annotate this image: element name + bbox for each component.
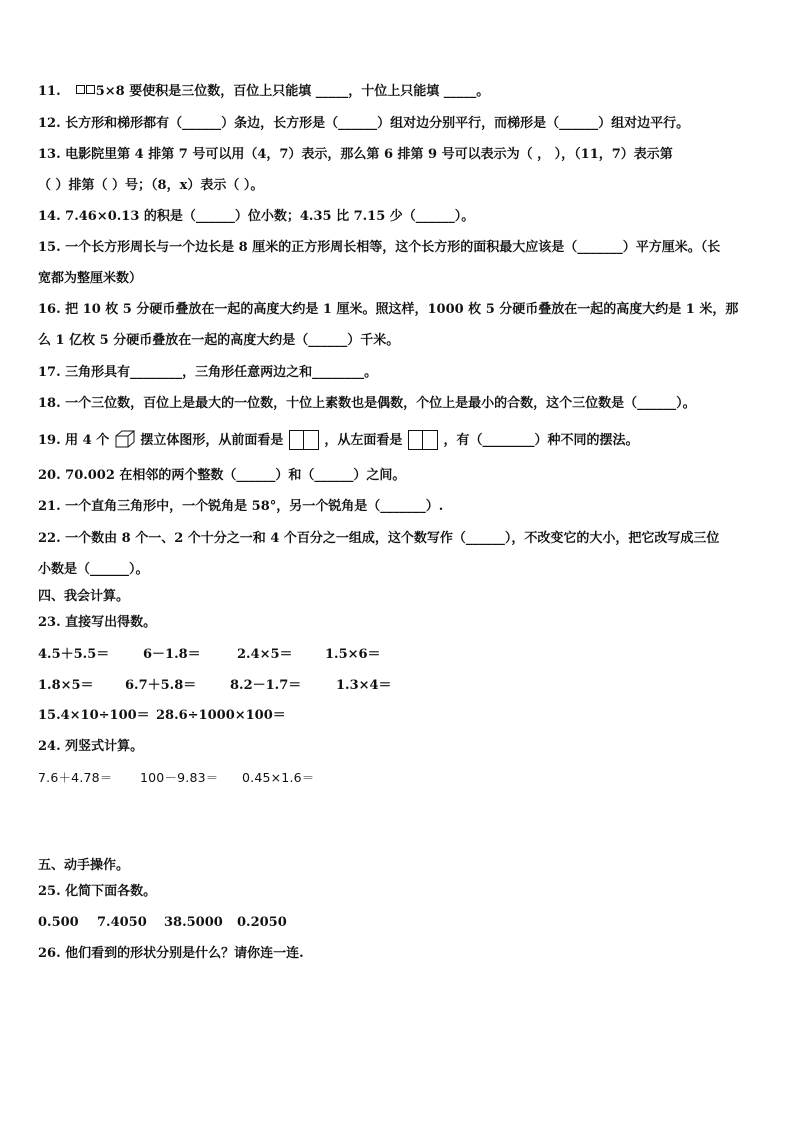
question-22-line-1: 22. 一个数由 8 个一、2 个十分之一和 4 个百分之一组成，这个数写作（______），不改变它的大小，把它改写成三位 xyxy=(38,531,720,546)
calc-item: 28.6÷1000×100＝ xyxy=(156,708,286,723)
answer-blank[interactable]: _____ xyxy=(443,84,477,99)
calc-item: 1.5×6＝ xyxy=(325,647,381,662)
blank-box-icon xyxy=(76,85,85,94)
question-text: ，从左面看是 xyxy=(324,433,403,448)
question-text: ，有（________）种不同的摆法。 xyxy=(443,433,639,448)
calc-item: 8.2－1.7＝ xyxy=(230,678,302,693)
question-15-line-1: 15. 一个长方形周长与一个边长是 8 厘米的正方形周长相等，这个长方形的面积最大应该是（_______）平方厘米。（长 xyxy=(38,240,721,255)
question-19 xyxy=(38,430,638,450)
calc-item: 1.8×5＝ xyxy=(38,678,94,693)
question-13-line-1: 13. 电影院里第 4 排第 7 号可以用（4，7）表示，那么第 6 排第 9 号可以表示为（ ， ），（11，7）表示第 xyxy=(38,147,673,162)
question-14: 14. 7.46×0.13 的积是（______）位小数；4.35 比 7.15 少（______）。 xyxy=(38,209,475,224)
front-view-icon xyxy=(289,430,319,450)
vertical-calc-item: 100－9.83＝ xyxy=(140,770,219,785)
question-26-title: 26. 他们看到的形状分别是什么？请你连一连. xyxy=(38,946,304,961)
section-4-title: 四、我会计算。 xyxy=(38,589,130,604)
vertical-calc-item: 7.6＋4.78＝ xyxy=(38,770,113,785)
simplify-item: 38.5000 xyxy=(164,915,223,930)
calc-item: 6－1.8＝ xyxy=(143,647,201,662)
question-16-line-1: 16. 把 10 枚 5 分硬币叠放在一起的高度大约是 1 厘米。照这样，1000 枚 5 分硬币叠放在一起的高度大约是 1 米，那 xyxy=(38,302,739,317)
calc-item: 6.7＋5.8＝ xyxy=(125,678,197,693)
question-12: 12. 长方形和梯形都有（______）条边，长方形是（______）组对边分别平行，而梯形是（______）组对边平行。 xyxy=(38,116,690,131)
question-text: ，十位上只能填 xyxy=(348,84,440,99)
question-24-title: 24. 列竖式计算。 xyxy=(38,739,144,754)
vertical-calc-item: 0.45×1.6＝ xyxy=(242,770,315,785)
question-number: 11. xyxy=(38,84,61,99)
question-16-line-2: 么 1 亿枚 5 分硬币叠放在一起的高度大约是（______）千米。 xyxy=(38,333,400,348)
question-25-title: 25. 化简下面各数。 xyxy=(38,884,157,899)
cube-icon xyxy=(115,430,135,448)
calc-item: 4.5＋5.5＝ xyxy=(38,647,110,662)
question-text: 摆立体图形，从前面看是 xyxy=(140,433,284,448)
question-23-title: 23. 直接写出得数。 xyxy=(38,615,157,630)
section-5-title: 五、动手操作。 xyxy=(38,858,130,873)
calc-item: 15.4×10÷100＝ xyxy=(38,708,150,723)
question-17: 17. 三角形具有________，三角形任意两边之和________。 xyxy=(38,365,378,380)
question-22-line-2: 小数是（______）。 xyxy=(38,562,149,577)
answer-blank[interactable]: _____ xyxy=(315,84,349,99)
calc-item: 1.3×4＝ xyxy=(336,678,392,693)
question-15-line-2: 宽都为整厘米数） xyxy=(38,271,143,286)
simplify-item: 0.500 xyxy=(38,915,79,930)
left-view-icon xyxy=(408,430,438,450)
simplify-item: 0.2050 xyxy=(237,915,287,930)
question-18: 18. 一个三位数，百位上是最大的一位数，十位上素数也是偶数，个位上是最小的合数，这个三位数是（______）。 xyxy=(38,396,696,411)
question-13-line-2: （ ）排第（ ）号；（8，x）表示（ ）。 xyxy=(38,178,264,193)
question-20: 20. 70.002 在相邻的两个整数（______）和（______）之间。 xyxy=(38,468,406,483)
question-text: 5×8 要使积是三位数，百位上只能填 xyxy=(95,84,312,99)
question-21: 21. 一个直角三角形中，一个锐角是 58°，另一个锐角是（_______）. xyxy=(38,499,444,514)
question-text: 。 xyxy=(476,84,490,99)
simplify-item: 7.4050 xyxy=(97,915,147,930)
question-11 xyxy=(38,84,489,100)
blank-box-icon xyxy=(86,85,95,94)
calc-item: 2.4×5＝ xyxy=(237,647,293,662)
question-text: 19. 用 4 个 xyxy=(38,433,110,448)
